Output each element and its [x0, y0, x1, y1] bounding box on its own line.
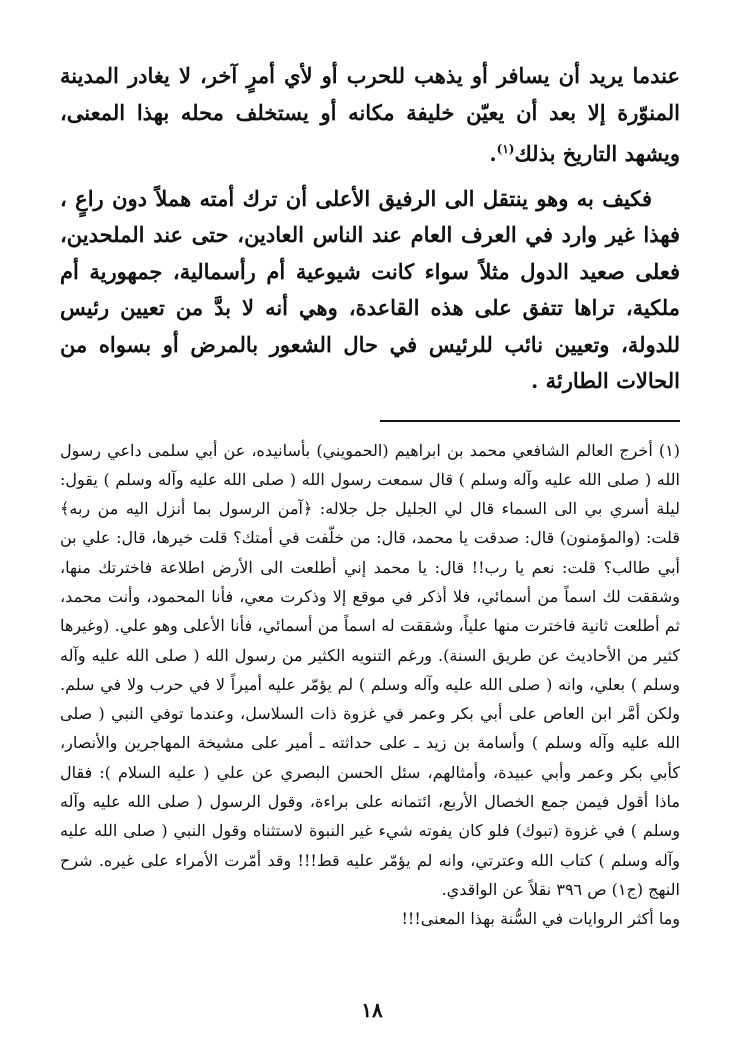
footnote-reference: (١) — [496, 142, 515, 156]
footnote-body — [60, 436, 680, 905]
paragraph-1-text: عندما يريد أن يسافر أو يذهب للحرب أو لأي أمرٍ آخر، لا يغادر المدينة المنوّرة إلا بعد أن يعيّن خليفة مكانه أو يستخلف محله بهذا المعنى، ويشهد التاريخ بذلك — [60, 63, 680, 166]
main-text — [60, 58, 680, 400]
footnote-separator — [380, 420, 680, 422]
footnote-closing: وما أكثر الروايات في السُّنة بهذا المعنى!!! — [401, 909, 680, 929]
footnote-number: (١) — [658, 440, 680, 460]
page-content — [60, 58, 680, 934]
paragraph-1: عندما يريد أن يسافر أو يذهب للحرب أو لأي أمرٍ آخر، لا يغادر المدينة المنوّرة إلا بعد أن يعيّن خليفة مكانه أو يستخلف محله بهذا المعنى، ويشهد التاريخ بذلك$^{(١)}$. — [60, 63, 680, 166]
footnote — [60, 436, 680, 934]
paragraph-2: فكيف به وهو ينتقل الى الرفيق الأعلى أن ترك أمته هملاً دون راعٍ ، فهذا غير وارد في العرف العام عند الناس العادين، حتى عند الملحدين، فعلى صعيد الدول مثلاً سواء كانت شيوعية أم رأسمالية، جمهورية أم ملكية، تراها تتفق على هذه القاعدة، وهي أنه لا بدَّ من تعيين رئيس للدولة، وتعيين نائب للرئيس في حال الشعور بالمرض أو بسواه من الحالات الطارئة . — [60, 185, 680, 393]
footnote-text: أخرج العالم الشافعي محمد بن ابراهيم (الحمويني) بأسانيده، عن أبي سلمى داعي رسول الله ( صلى الله عليه وآله وسلم ) قال سمعت رسول الله ( صلى الله عليه وآله وسلم ) يقول: ليلة أسري بي الى السماء قال لي الجليل جل جلاله: ﴿آمن الرسول بما أنزل اليه من ربه﴾ قلت: (والمؤمنون) قال: صدقت يا محمد، قال: من خلّفت في أمتك؟ قلت خيرها، قال: علي بن أبي طالب؟ قلت: نعم يا رب!! قال: يا محمد إني أطلعت الى الأرض اطلاعة فاخترتك منها، وشققت لك اسماً من أسمائي، فلا أذكر في موقع إلا وذكرت معي، فأنا المحمود، وأنت محمد، ثم أطلعت ثانية فاخترت منها علياً، وشققت له اسماً من أسمائي، فأنا الأعلى وهو علي. (وغيرها كثير من الأحاديث عن طريق السنة). ورغم التنويه الكثير من رسول الله ( صلى الله عليه وآله وسلم ) بعلي، وانه ( صلى الله عليه وآله وسلم ) لم يؤمّر عليه أميراً لا في حرب ولا في سلم. ولكن أمَّر ابن العاص على أبي بكر وعمر في غزوة ذات السلاسل، وعندما توفي النبي ( صلى الله عليه وآله وسلم ) وأسامة بن زيد ـ على حداثته ـ أمير على مشيخة المهاجرين والأنصار، كأبي بكر وعمر وأبي عبيدة، وأمثالهم، سئل الحسن البصري عن علي ( عليه السلام ): فقال ماذا أقول فيمن جمع الخصال الأربع، ائتمانه على براءة، وقول الرسول ( صلى الله عليه وآله وسلم ) في غزوة (تبوك) فلو كان يفوته شيء غير النبوة لاستثناه وقول النبي ( صلى الله عليه وآله وسلم ) كتاب الله وعترتي، وانه لم يؤمّر عليه قط!!! وقد أمّرت الأمراء على غيره. شرح النهج (ج١) ص ٣٩٦ نقلاً عن الواقدي. — [60, 440, 681, 899]
page-number: ١٨ — [361, 998, 383, 1022]
